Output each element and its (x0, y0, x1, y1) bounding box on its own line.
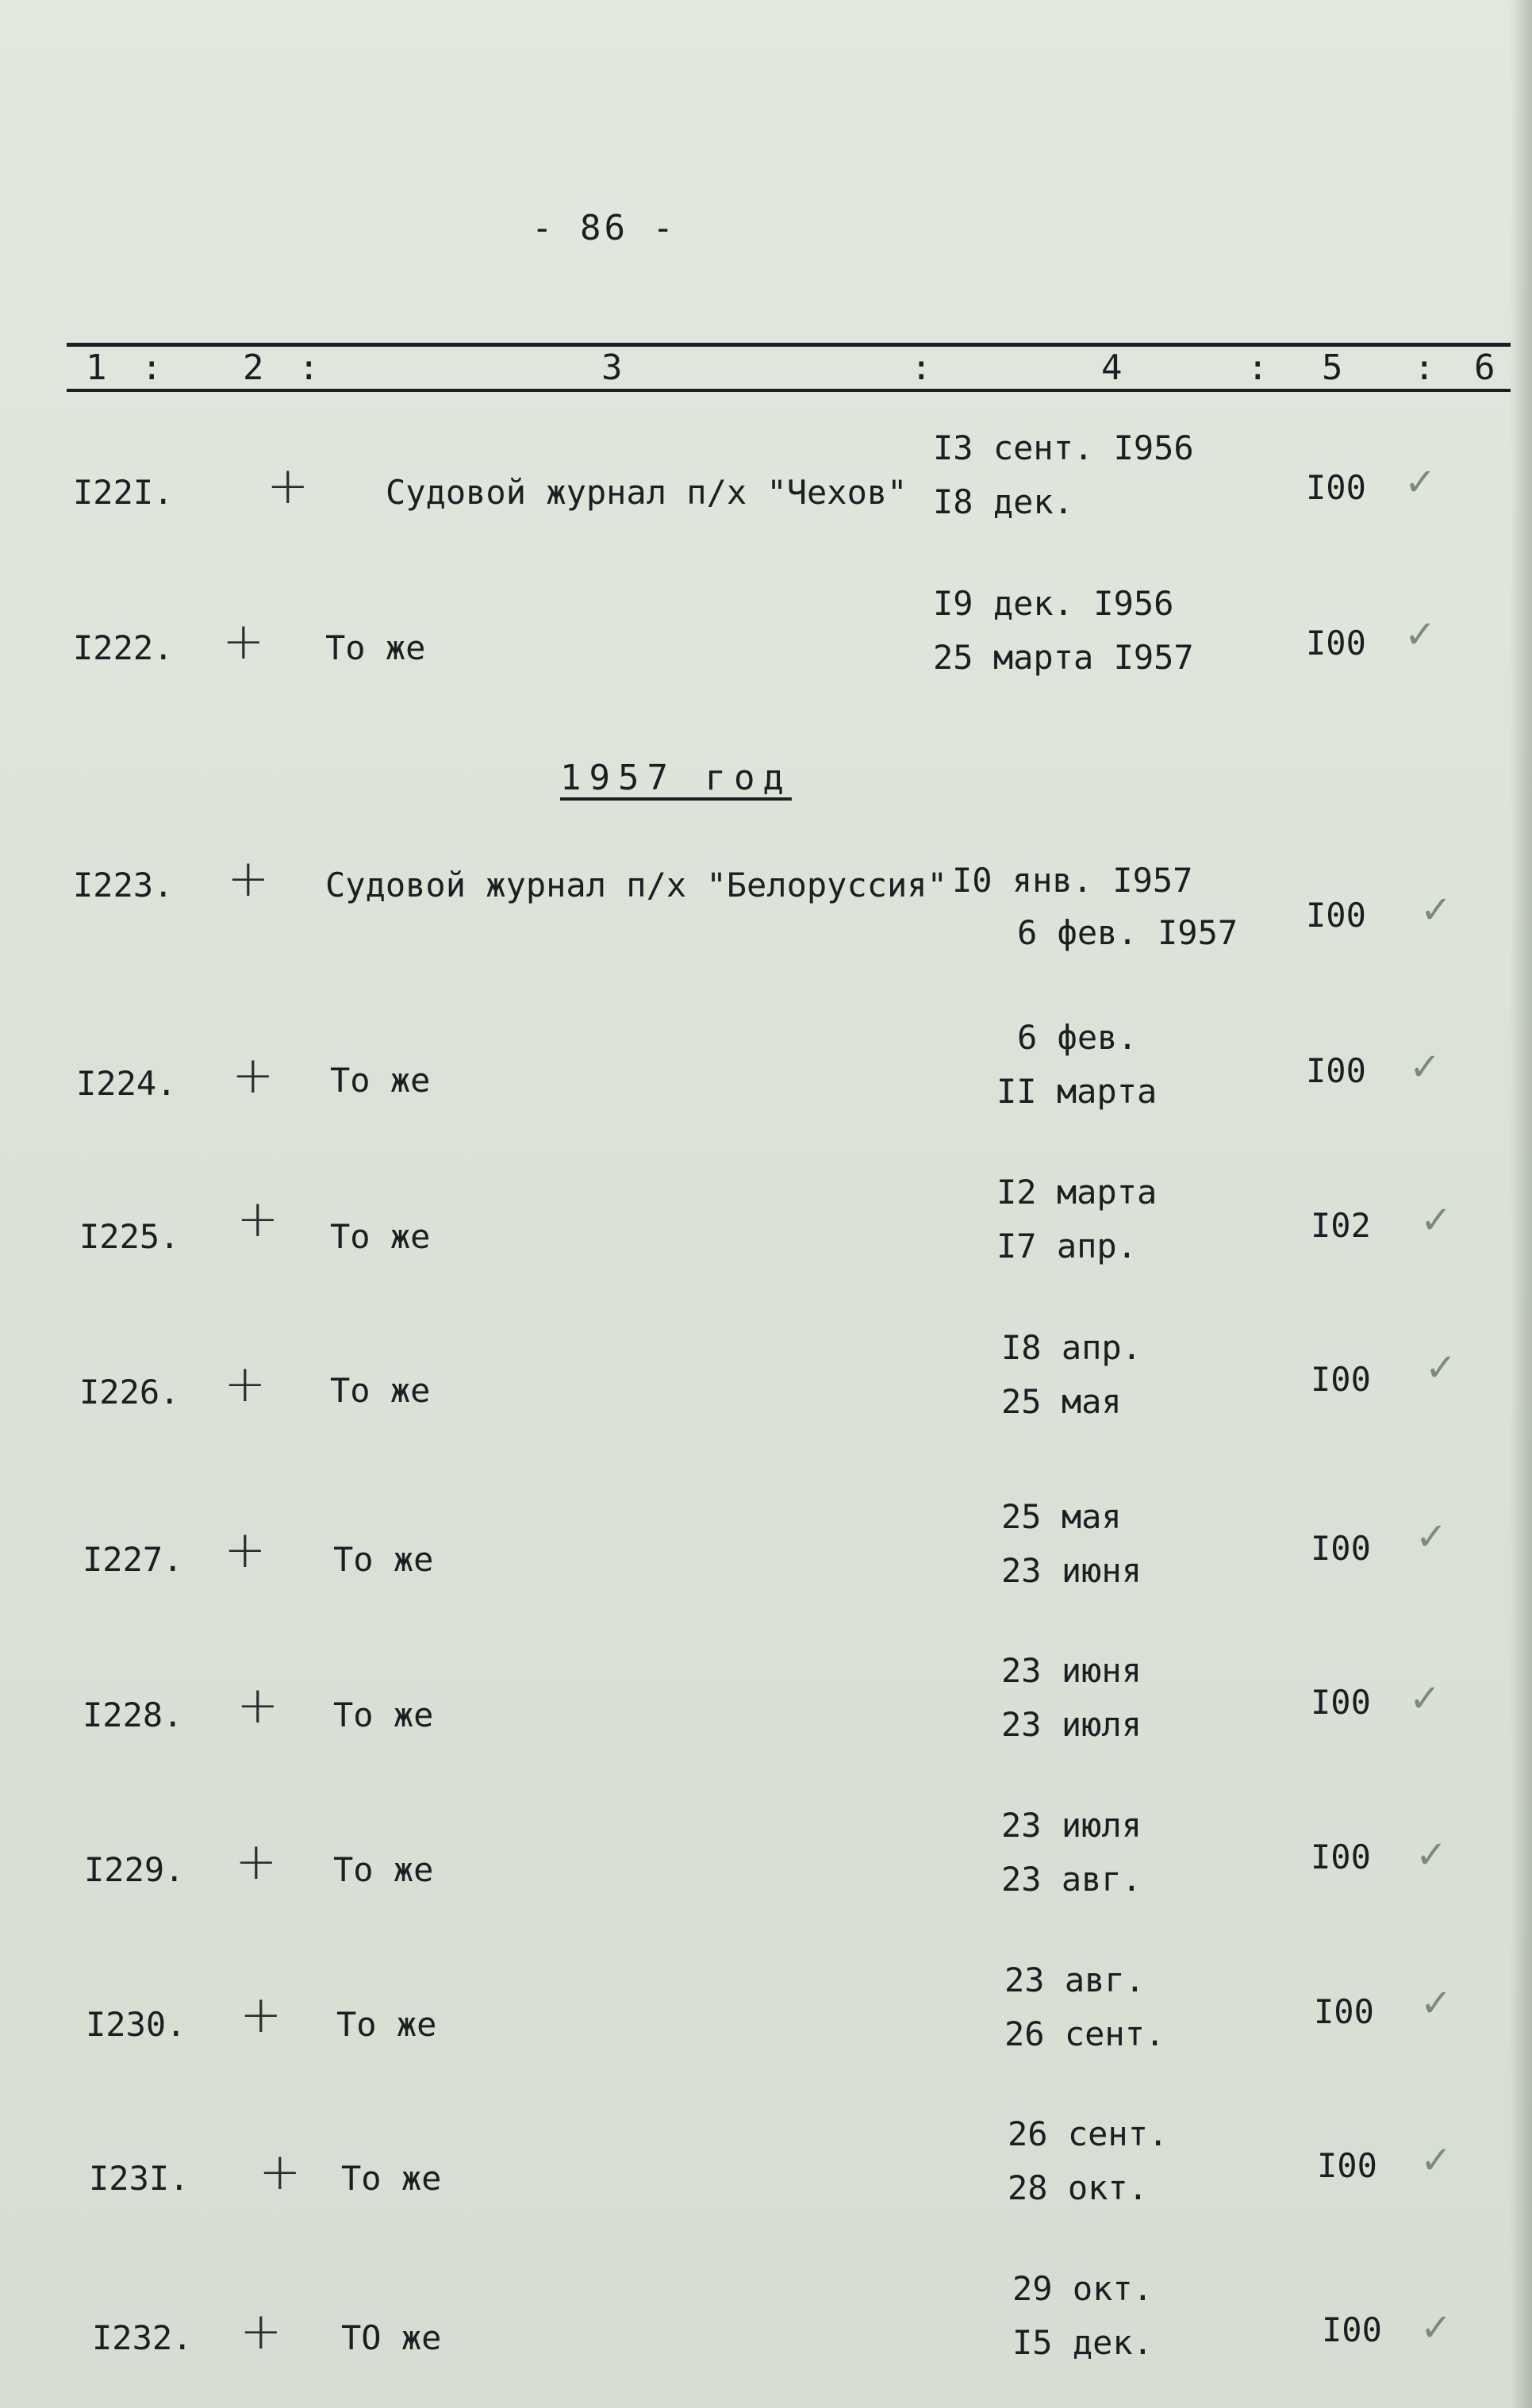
entry-title: То же (330, 1217, 431, 1256)
cross-mark: + (235, 1833, 278, 1891)
date-start: 23 июня (1001, 1651, 1142, 1690)
column-header-4: 4 (1101, 348, 1123, 388)
cross-mark: + (232, 1047, 275, 1105)
check-mark-icon: ✓ (1420, 2306, 1453, 2350)
check-mark-icon: ✓ (1404, 460, 1437, 505)
date-end: II марта (996, 1072, 1158, 1111)
date-start: 23 июля (1001, 1806, 1142, 1845)
table-row (0, 1806, 1532, 1964)
sheet-count: I00 (1311, 1360, 1371, 1399)
column-header-3: 3 (601, 348, 623, 388)
date-end: 28 окт. (1008, 2168, 1149, 2207)
table-row (0, 1961, 1532, 2119)
date-start: 23 авг. (1004, 1961, 1146, 1999)
sheet-count: I00 (1314, 1992, 1374, 2031)
column-separator: : (298, 348, 320, 388)
cross-mark: + (259, 2143, 301, 2202)
entry-title: Судовой журнал п/х "Чехов" (386, 473, 908, 512)
table-row (0, 2269, 1532, 2408)
date-start: I3 сент. I956 (933, 428, 1194, 467)
date-end: 25 мая (1001, 1382, 1122, 1421)
date-end: 23 июля (1001, 1705, 1142, 1744)
column-separator: : (1247, 348, 1269, 388)
date-end: I8 дек. (933, 482, 1074, 521)
date-end: I7 апр. (996, 1227, 1138, 1265)
entry-number: I225. (79, 1217, 180, 1256)
check-mark-icon: ✓ (1420, 2138, 1453, 2183)
date-end: 23 авг. (1001, 1860, 1142, 1899)
entry-number: I230. (86, 2005, 186, 2044)
column-separator: : (141, 348, 163, 388)
column-separator: : (1414, 348, 1435, 388)
entry-title: То же (330, 1061, 431, 1100)
sheet-count: I00 (1317, 2146, 1377, 2185)
table-row (0, 1018, 1532, 1177)
entry-number: I23I. (89, 2159, 190, 2198)
entry-number: I232. (92, 2318, 193, 2357)
date-end: 26 сент. (1004, 2014, 1165, 2053)
sheet-count: I02 (1311, 1206, 1371, 1245)
table-row (0, 1651, 1532, 1810)
check-mark-icon: ✓ (1420, 1981, 1453, 2026)
date-end: 23 июня (1001, 1551, 1142, 1590)
check-mark-icon: ✓ (1409, 1045, 1442, 1089)
column-separator: : (911, 348, 932, 388)
table-row (0, 2114, 1532, 2273)
column-header-5: 5 (1322, 348, 1343, 388)
cross-mark: + (224, 1521, 267, 1580)
entry-number: I224. (76, 1064, 177, 1103)
cross-mark: + (224, 1355, 267, 1414)
cross-mark: + (222, 613, 265, 671)
entry-title: То же (333, 1540, 434, 1579)
sheet-count: I00 (1322, 2310, 1382, 2349)
sheet-count: I00 (1306, 896, 1366, 935)
column-header-2: 2 (243, 348, 264, 388)
table-row (0, 1173, 1532, 1331)
sheet-count: I00 (1311, 1683, 1371, 1722)
date-end: 6 фев. I957 (1017, 913, 1238, 952)
check-mark-icon: ✓ (1415, 1833, 1448, 1877)
entry-title: То же (330, 1371, 431, 1410)
date-start: 26 сент. (1008, 2114, 1169, 2153)
table-row (0, 1497, 1532, 1656)
check-mark-icon: ✓ (1420, 1198, 1453, 1242)
cross-mark: + (236, 1676, 279, 1735)
entry-title: То же (325, 628, 426, 667)
table-row (0, 428, 1532, 587)
year-heading: 1957 год (560, 758, 792, 798)
header-rule-top (67, 343, 1511, 347)
entry-title: ТО же (341, 2318, 442, 2357)
date-start: 29 окт. (1012, 2269, 1154, 2308)
cross-mark: + (240, 1986, 282, 2045)
check-mark-icon: ✓ (1415, 1515, 1448, 1559)
entry-title: Судовой журнал п/х "Белоруссия" (325, 866, 947, 904)
check-mark-icon: ✓ (1404, 613, 1437, 657)
entry-number: I222. (73, 628, 174, 667)
sheet-count: I00 (1311, 1529, 1371, 1568)
date-start: 6 фев. (1017, 1018, 1138, 1057)
entry-title: То же (333, 1850, 434, 1889)
table-row (0, 584, 1532, 743)
entry-number: I226. (79, 1373, 180, 1411)
sheet-count: I00 (1306, 1051, 1366, 1090)
check-mark-icon: ✓ (1425, 1346, 1457, 1390)
cross-mark: + (240, 2302, 282, 2361)
entry-title: То же (341, 2159, 442, 2198)
table-row (0, 1328, 1532, 1487)
entry-title: То же (333, 1696, 434, 1734)
date-start: I9 дек. I956 (933, 584, 1174, 623)
page-number: - 86 - (532, 208, 677, 248)
check-mark-icon: ✓ (1420, 888, 1453, 932)
entry-number: I227. (83, 1540, 183, 1579)
entry-number: I228. (83, 1696, 183, 1734)
header-rule-bottom (67, 389, 1511, 392)
sheet-count: I00 (1306, 624, 1366, 662)
entry-title: То же (336, 2005, 437, 2044)
sheet-count: I00 (1306, 468, 1366, 507)
cross-mark: + (236, 1190, 279, 1249)
entry-number: I223. (73, 866, 174, 904)
entry-number: I229. (84, 1850, 185, 1889)
cross-mark: + (267, 457, 309, 516)
check-mark-icon: ✓ (1409, 1676, 1442, 1721)
date-start: I2 марта (996, 1173, 1158, 1212)
entry-number: I22I. (73, 473, 174, 512)
sheet-count: I00 (1311, 1838, 1371, 1876)
table-row (0, 850, 1532, 1020)
cross-mark: + (227, 850, 270, 908)
date-start: I0 янв. I957 (952, 861, 1193, 900)
date-start: I8 апр. (1001, 1328, 1142, 1367)
column-header-6: 6 (1474, 348, 1496, 388)
column-header-1: 1 (86, 348, 107, 388)
date-end: 25 марта I957 (933, 638, 1194, 677)
date-end: I5 дек. (1012, 2323, 1154, 2362)
date-start: 25 мая (1001, 1497, 1122, 1536)
